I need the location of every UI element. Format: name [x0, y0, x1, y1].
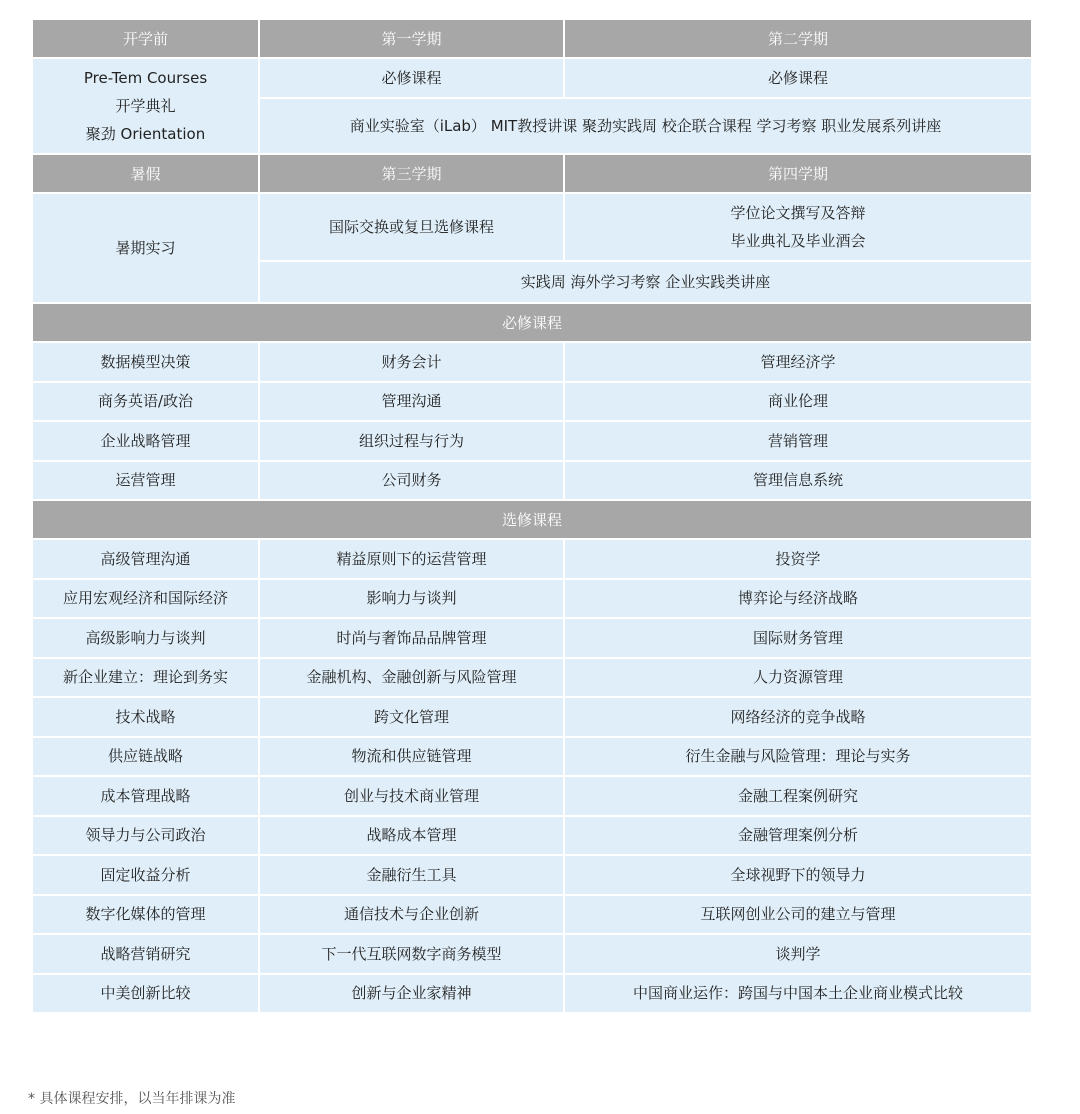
- course-cell: 营销管理: [564, 421, 1032, 461]
- elective-courses-body: [32, 539, 1032, 1013]
- course-cell: 国际财务管理: [564, 618, 1032, 658]
- orientation: 聚劲 Orientation: [85, 125, 206, 143]
- course-cell: 公司财务: [259, 461, 564, 501]
- header-row-1: [32, 19, 1032, 58]
- pre-term-courses: Pre-Tem Courses: [83, 69, 208, 87]
- course-cell: 影响力与谈判: [259, 579, 564, 619]
- course-cell: 谈判学: [564, 934, 1032, 974]
- term-2-required: 必修课程: [564, 58, 1032, 98]
- course-cell: 金融管理案例分析: [564, 816, 1032, 856]
- opening-ceremony: 开学典礼: [115, 97, 176, 115]
- course-cell: 财务会计: [259, 342, 564, 382]
- summer-internship: 暑期实习: [32, 193, 259, 303]
- table-row: [32, 697, 1032, 737]
- course-cell: 创新与企业家精神: [259, 974, 564, 1014]
- course-cell: 商务英语/政治: [32, 382, 259, 422]
- course-cell: 衍生金融与风险管理：理论与实务: [564, 737, 1032, 777]
- table-row: [32, 461, 1032, 501]
- course-cell: 管理信息系统: [564, 461, 1032, 501]
- course-cell: 数字化媒体的管理: [32, 895, 259, 935]
- course-cell: 运营管理: [32, 461, 259, 501]
- activities-year-1: 商业实验室（iLab） MIT教授讲课 聚劲实践周 校企联合课程 学习考察 职业发展系列讲座: [259, 98, 1032, 154]
- schedule-row-1: [32, 58, 1032, 98]
- required-header-row: [32, 303, 1032, 342]
- course-cell: 领导力与公司政治: [32, 816, 259, 856]
- required-courses-body: [32, 342, 1032, 500]
- course-cell: 高级影响力与谈判: [32, 618, 259, 658]
- table-row: [32, 737, 1032, 777]
- curriculum-table: [31, 18, 1033, 1014]
- table-row: [32, 539, 1032, 579]
- course-cell: 全球视野下的领导力: [564, 855, 1032, 895]
- course-cell: 金融衍生工具: [259, 855, 564, 895]
- course-cell: 技术战略: [32, 697, 259, 737]
- course-cell: 通信技术与企业创新: [259, 895, 564, 935]
- course-cell: 固定收益分析: [32, 855, 259, 895]
- header-row-2: [32, 154, 1032, 193]
- course-cell: 应用宏观经济和国际经济: [32, 579, 259, 619]
- course-cell: 供应链战略: [32, 737, 259, 777]
- table-row: [32, 342, 1032, 382]
- header-summer: 暑假: [32, 154, 259, 193]
- footnote: * 具体课程安排，以当年排课为准: [28, 1091, 236, 1107]
- table-row: [32, 855, 1032, 895]
- course-cell: 企业战略管理: [32, 421, 259, 461]
- term-3-courses: 国际交换或复旦选修课程: [259, 193, 564, 261]
- course-cell: 战略营销研究: [32, 934, 259, 974]
- course-cell: 管理经济学: [564, 342, 1032, 382]
- course-cell: 新企业建立：理论到务实: [32, 658, 259, 698]
- table-row: [32, 895, 1032, 935]
- header-pre-term: 开学前: [32, 19, 259, 58]
- table-row: [32, 974, 1032, 1014]
- course-cell: 高级管理沟通: [32, 539, 259, 579]
- course-cell: 博弈论与经济战略: [564, 579, 1032, 619]
- header-term-4: 第四学期: [564, 154, 1032, 193]
- table-row: [32, 658, 1032, 698]
- course-cell: 跨文化管理: [259, 697, 564, 737]
- course-cell: 互联网创业公司的建立与管理: [564, 895, 1032, 935]
- course-cell: 中国商业运作：跨国与中国本土企业商业模式比较: [564, 974, 1032, 1014]
- schedule-row-3: [32, 193, 1032, 261]
- course-cell: 金融机构、金融创新与风险管理: [259, 658, 564, 698]
- thesis: 学位论文撰写及答辩: [730, 204, 866, 222]
- course-cell: 投资学: [564, 539, 1032, 579]
- table-row: [32, 579, 1032, 619]
- table-row: [32, 618, 1032, 658]
- course-cell: 管理沟通: [259, 382, 564, 422]
- elective-header-row: [32, 500, 1032, 539]
- course-cell: 数据模型决策: [32, 342, 259, 382]
- header-term-3: 第三学期: [259, 154, 564, 193]
- course-cell: 成本管理战略: [32, 776, 259, 816]
- course-cell: 下一代互联网数字商务模型: [259, 934, 564, 974]
- course-cell: 中美创新比较: [32, 974, 259, 1014]
- header-term-1: 第一学期: [259, 19, 564, 58]
- table-row: [32, 776, 1032, 816]
- term-4-cell: [564, 193, 1032, 261]
- course-cell: 网络经济的竞争战略: [564, 697, 1032, 737]
- graduation: 毕业典礼及毕业酒会: [730, 232, 866, 250]
- activities-year-2: 实践周 海外学习考察 企业实践类讲座: [259, 261, 1032, 303]
- table-row: [32, 382, 1032, 422]
- term-1-required: 必修课程: [259, 58, 564, 98]
- required-courses-header: 必修课程: [32, 303, 1032, 342]
- table-row: [32, 816, 1032, 856]
- course-cell: 人力资源管理: [564, 658, 1032, 698]
- course-cell: 物流和供应链管理: [259, 737, 564, 777]
- elective-courses-header: 选修课程: [32, 500, 1032, 539]
- course-cell: 组织过程与行为: [259, 421, 564, 461]
- course-cell: 创业与技术商业管理: [259, 776, 564, 816]
- pre-term-cell: [32, 58, 259, 154]
- course-cell: 战略成本管理: [259, 816, 564, 856]
- course-cell: 精益原则下的运营管理: [259, 539, 564, 579]
- table-row: [32, 934, 1032, 974]
- curriculum-table-container: [31, 18, 1031, 1014]
- course-cell: 金融工程案例研究: [564, 776, 1032, 816]
- header-term-2: 第二学期: [564, 19, 1032, 58]
- course-cell: 商业伦理: [564, 382, 1032, 422]
- table-row: [32, 421, 1032, 461]
- course-cell: 时尚与奢饰品品牌管理: [259, 618, 564, 658]
